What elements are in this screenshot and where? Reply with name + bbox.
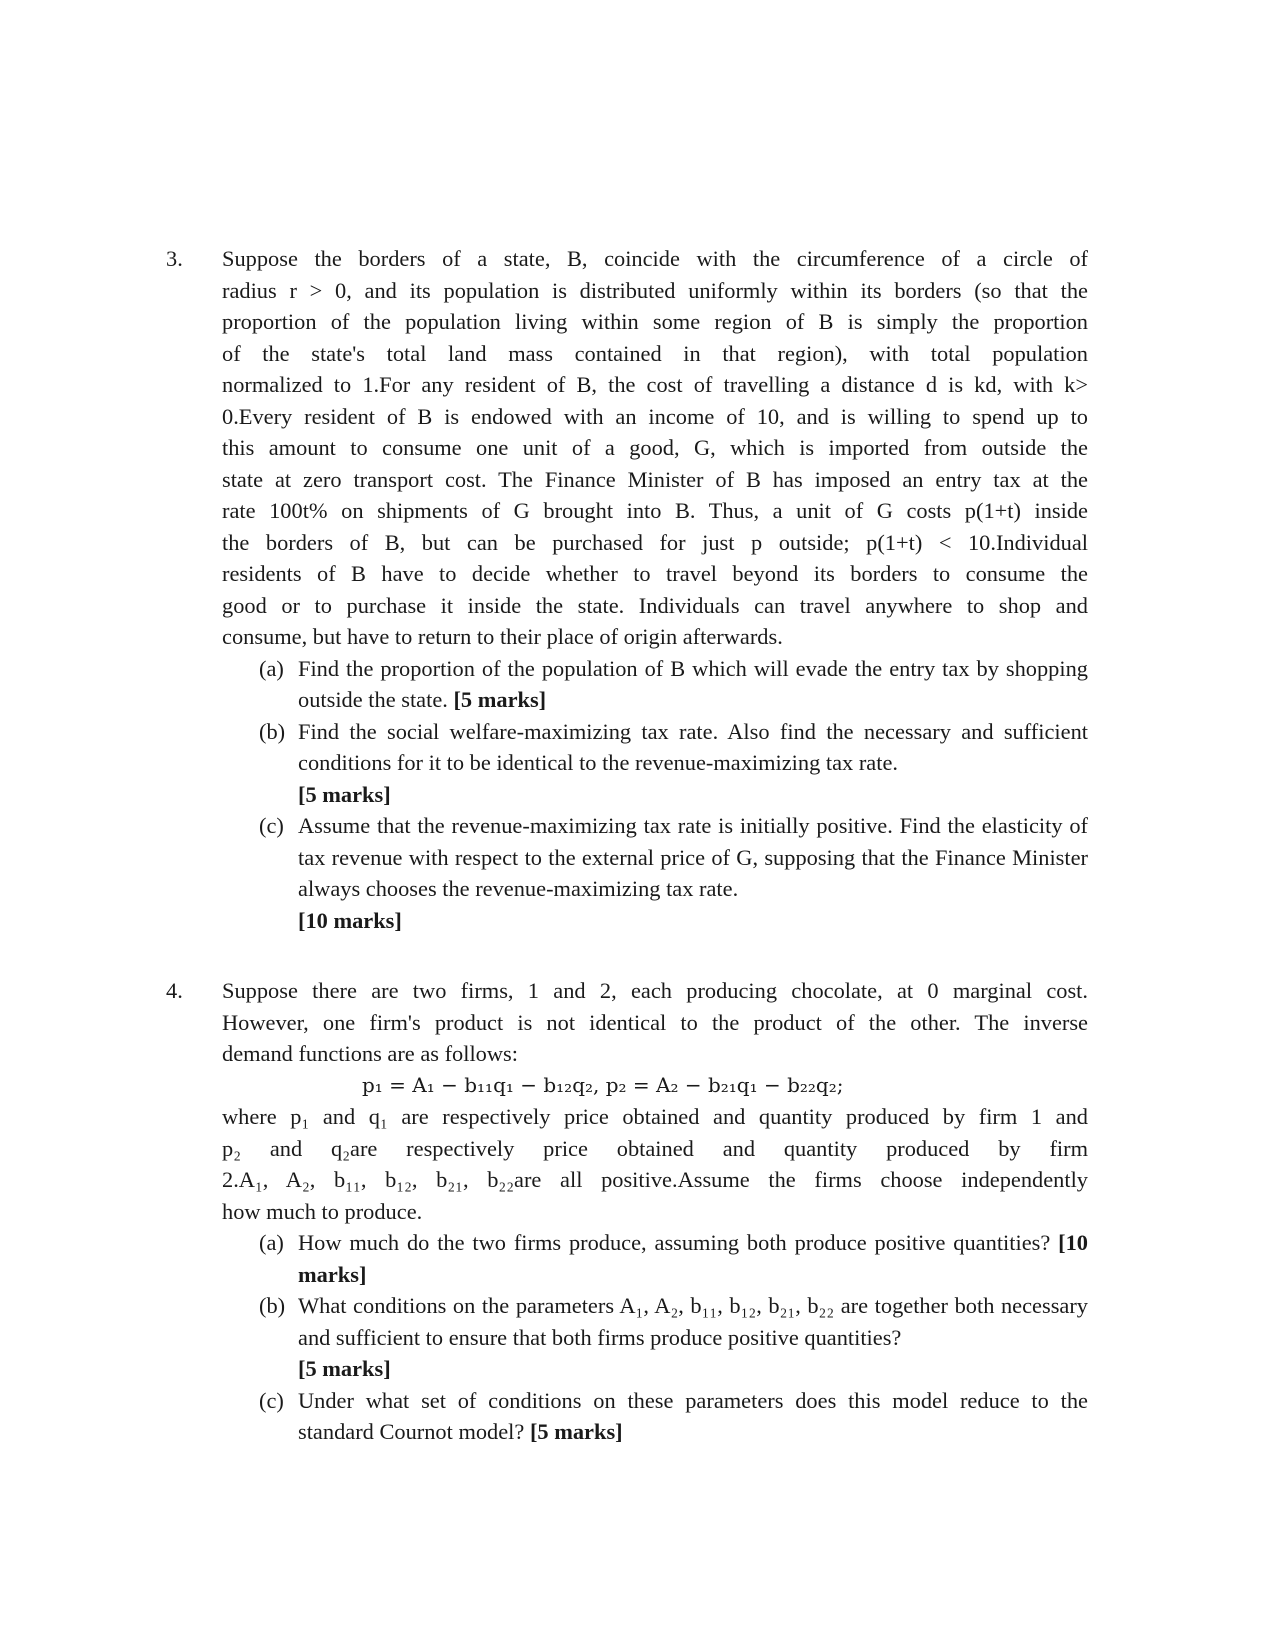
inverse-demand-equation: p₁ = A₁ − b₁₁q₁ − b₁₂q₂, p₂ = A₂ − b₂₁q₁ − b₂₂q₂;	[362, 1072, 844, 1097]
text-line: p₂ and q₂are respectively price obtained and quantity produced by firm	[222, 1135, 1088, 1161]
question-number: 4.	[166, 978, 183, 1003]
text-line: Suppose there are two firms, 1 and 2, each producing chocolate, at 0 marginal cost.	[222, 978, 1088, 1003]
question-3-part-a	[222, 653, 1088, 716]
part-text: Assume that the revenue-maximizing tax rate is initially positive. Find the elasticity of tax revenue with respect to the external price of G, supposing that the Finance Minister always chooses the revenue-maximizing tax rate.	[298, 813, 1088, 901]
question-number: 3.	[166, 246, 183, 271]
part-text: Find the social welfare-maximizing tax rate. Also find the necessary and sufficient conditions for it to be identical to the revenue-maximizing tax rate.	[298, 718, 1088, 775]
question-3-part-c	[222, 810, 1088, 936]
text-line: radius r > 0, and its population is distributed uniformly within its borders (so that the	[222, 277, 1088, 303]
part-text: Find the proportion of the population of B which will evade the entry tax by shopping outside the state.	[298, 655, 1088, 712]
text-line: how much to produce.	[222, 1198, 423, 1224]
text-line: residents of B have to decide whether to travel beyond its borders to consume the	[222, 561, 1088, 586]
text-line: Suppose the borders of a state, B, coincide with the circumference of a circle of	[222, 246, 1088, 271]
part-marks: [5 marks]	[298, 781, 391, 807]
part-label: (b)	[259, 718, 286, 744]
question-4-definitions	[222, 1101, 1088, 1227]
part-label: (c)	[259, 1387, 284, 1413]
question-3-part-b	[222, 716, 1088, 811]
text-line: However, one firm's product is not identical to the product of the other. The inverse	[222, 1009, 1088, 1035]
text-line: 0.Every resident of B is endowed with an income of 10, and is willing to spend up to	[222, 403, 1088, 429]
part-label: (b)	[259, 1293, 286, 1318]
text-line: demand functions are as follows:	[222, 1041, 518, 1066]
text-line: where p₁ and q₁ are respectively price obtained and quantity produced by firm 1 and	[222, 1104, 1088, 1129]
part-text: Under what set of conditions on these parameters does this model reduce to the standard Cournot model?	[298, 1387, 1088, 1444]
question-4-body	[222, 975, 1088, 1070]
text-line: state at zero transport cost. The Finance Minister of B has imposed an entry tax at the	[222, 466, 1088, 492]
part-marks: [5 marks]	[453, 687, 547, 712]
text-line: proportion of the population living within some region of B is simply the proportion	[222, 309, 1088, 334]
text-line: of the state's total land mass contained in that region), with total population	[222, 340, 1088, 366]
question-3-parts	[222, 653, 1088, 937]
text-line: 2.A₁, A₂, b₁₁, b₁₂, b₂₁, b₂₂are all positive.Assume the firms choose independently	[222, 1167, 1088, 1192]
text-line: this amount to consume one unit of a good, G, which is imported from outside the	[222, 435, 1088, 460]
question-4-part-c	[222, 1385, 1088, 1448]
part-marks: [5 marks]	[298, 1356, 391, 1381]
part-text: How much do the two firms produce, assuming both produce positive quantities?	[298, 1230, 1059, 1255]
text-line: consume, but have to return to their place of origin afterwards.	[222, 624, 783, 649]
question-4-parts	[222, 1227, 1088, 1448]
text-line: normalized to 1.For any resident of B, the cost of travelling a distance d is kd, with k>	[222, 372, 1088, 397]
part-marks: [5 marks]	[529, 1419, 623, 1444]
part-text: What conditions on the parameters A₁, A₂, b₁₁, b₁₂, b₂₁, b₂₂ are together both necessary and sufficient to ensure that both firms produce positive quantities?	[298, 1293, 1088, 1350]
question-3	[166, 243, 1088, 936]
part-marks: [10 marks]	[298, 1230, 1088, 1287]
question-4	[166, 975, 1088, 1448]
part-label: (c)	[259, 813, 284, 838]
part-label: (a)	[259, 655, 284, 681]
text-line: good or to purchase it inside the state. Individuals can travel anywhere to shop and	[222, 592, 1088, 618]
part-marks: [10 marks]	[298, 907, 402, 933]
question-4-part-b	[222, 1290, 1088, 1385]
part-label: (a)	[259, 1230, 284, 1255]
question-3-body	[222, 243, 1088, 653]
question-4-part-a	[222, 1227, 1088, 1290]
text-line: rate 100t% on shipments of G brought into B. Thus, a unit of G costs p(1+t) inside	[222, 498, 1088, 523]
text-line: the borders of B, but can be purchased for just p outside; p(1+t) < 10.Individual	[222, 529, 1088, 555]
